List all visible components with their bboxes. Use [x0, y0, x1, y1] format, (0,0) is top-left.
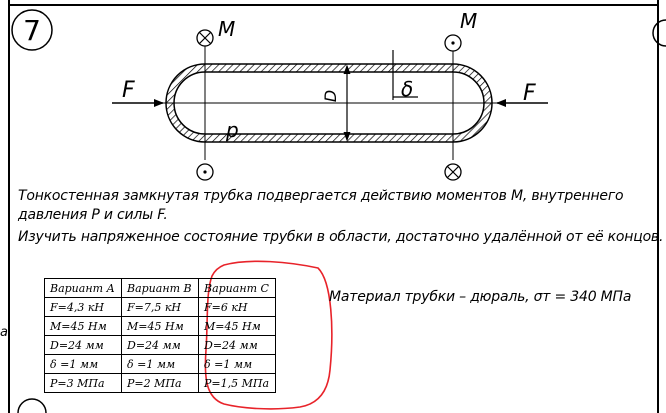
- table-cell: δ =1 мм: [199, 355, 276, 374]
- material-text: Материал трубки – дюраль, σт = 340 МПа: [329, 289, 632, 305]
- force-label-left: F: [122, 78, 135, 103]
- moment-cross-symbol-bottom-right: [445, 164, 461, 180]
- table-header-cell: Вариант С: [199, 279, 276, 298]
- table-row: [45, 298, 276, 317]
- pressure-label: p: [226, 118, 239, 142]
- table-header-row: [45, 279, 276, 298]
- moment-label-right: M: [460, 9, 478, 33]
- table-cell: δ =1 мм: [45, 355, 122, 374]
- table-cell: P=1,5 МПа: [199, 374, 276, 393]
- moment-dot-symbol-top-right: [445, 35, 461, 51]
- thickness-label: δ: [401, 77, 414, 101]
- next-problem-badge-fragment: [653, 20, 666, 46]
- description-line-3: Изучить напряженное состояние трубки в области, достаточно удалённой от её концов.: [18, 229, 664, 245]
- table-cell: δ =1 мм: [122, 355, 199, 374]
- force-label-right: F: [523, 81, 536, 106]
- table-cell: M=45 Нм: [45, 317, 122, 336]
- variants-table: [44, 278, 276, 393]
- table-cell: M=45 Нм: [199, 317, 276, 336]
- table-cell: D=24 мм: [122, 336, 199, 355]
- problem-number: 7: [23, 14, 41, 47]
- table-row: [45, 317, 276, 336]
- description-line-2: давления P и силы F.: [18, 207, 168, 223]
- description-line-1: Тонкостенная замкнутая трубка подвергается действию моментов M, внутреннего: [18, 188, 624, 204]
- table-row: [45, 336, 276, 355]
- margin-mark: a: [0, 325, 8, 340]
- diameter-label: D: [321, 89, 340, 103]
- next-number-badge-fragment: [18, 399, 46, 413]
- table-cell: D=24 мм: [45, 336, 122, 355]
- moment-dot-symbol-bottom-left: [197, 164, 213, 180]
- table-row: [45, 355, 276, 374]
- table-cell: F=4,3 кН: [45, 298, 122, 317]
- table-row: [45, 374, 276, 393]
- table-cell: F=6 кН: [199, 298, 276, 317]
- table-cell: P=2 МПа: [122, 374, 199, 393]
- table-cell: P=3 МПа: [45, 374, 122, 393]
- table-cell: M=45 Нм: [122, 317, 199, 336]
- table-cell: F=7,5 кН: [122, 298, 199, 317]
- moment-cross-symbol-top-left: [197, 30, 213, 46]
- moment-label-left: M: [218, 17, 236, 41]
- table-header-cell: Вариант В: [122, 279, 199, 298]
- table-cell: D=24 мм: [199, 336, 276, 355]
- table-header-cell: Вариант А: [45, 279, 122, 298]
